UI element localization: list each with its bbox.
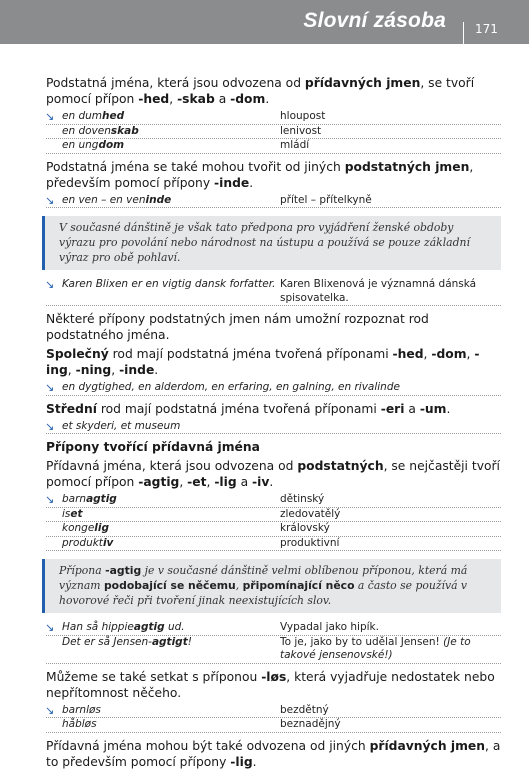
example-row bbox=[46, 522, 501, 537]
example-danish: en dumhed bbox=[62, 110, 125, 122]
example-danish: en ven – en veninde bbox=[62, 193, 172, 206]
body-paragraph: Společný rod mají podstatná jména tvořená příponami -hed, -dom, -ing, -ning, -inde. bbox=[46, 347, 480, 377]
example-row bbox=[46, 508, 501, 523]
example-row bbox=[46, 636, 501, 664]
arrow-icon: ↘ bbox=[45, 419, 55, 433]
example-row bbox=[46, 621, 501, 636]
example-list bbox=[46, 704, 501, 733]
body-paragraph: Podstatná jména, která jsou odvozena od přídavných jmen, se tvoří pomocí přípon -hed, -skab a -dom. bbox=[46, 76, 475, 106]
note-box: Přípona -agtig je v současné dánštině velmi oblíbenou příponou, která má význam podobající se něčemu, připomínající něco a často se používá v hovorové řeči při tvoření jinak neexistujících slov. bbox=[42, 559, 501, 613]
page-content bbox=[46, 75, 501, 773]
example-danish: Han så hippieagtig ud. bbox=[62, 621, 185, 633]
arrow-icon: ↘ bbox=[45, 621, 55, 634]
example-row bbox=[46, 718, 501, 733]
example-danish: barnagtig bbox=[62, 493, 117, 505]
example-danish: en ungdom bbox=[62, 139, 125, 151]
example-row bbox=[46, 381, 501, 396]
chapter-title: Slovní zásoba bbox=[303, 9, 446, 32]
example-list bbox=[46, 420, 501, 435]
example-row bbox=[46, 110, 501, 125]
example-list bbox=[46, 381, 501, 396]
body-paragraph: Můžeme se také setkat s příponou -løs, která vyjadřuje nedostatek nebo nepřítomnost něčeho. bbox=[46, 669, 495, 700]
body-paragraph: Podstatná jména se také mohou tvořit od jiných podstatných jmen, především pomocí přípony -inde. bbox=[46, 159, 474, 190]
arrow-icon: ↘ bbox=[45, 381, 55, 394]
example-danish: barnløs bbox=[62, 703, 101, 716]
arrow-icon: ↘ bbox=[45, 193, 55, 207]
example-list bbox=[46, 110, 501, 154]
example-row bbox=[46, 537, 501, 552]
example-translation: Vypadal jako hipík. bbox=[280, 621, 379, 633]
example-danish: håbløs bbox=[62, 718, 97, 730]
example-text: et skyderi, et museum bbox=[62, 419, 181, 432]
example-translation: lenivost bbox=[280, 124, 322, 137]
example-translation: mládí bbox=[280, 139, 310, 151]
example-translation: královský bbox=[280, 522, 330, 534]
body-paragraph: Přídavná jména mohou být také odvozena od jiných přídavných jmen, a to především pomocí přípony -lig. bbox=[46, 738, 501, 769]
example-row bbox=[46, 139, 501, 154]
example-translation: To je, jako by to udělal Jensen! (Je to takové jensenovské!) bbox=[280, 635, 471, 661]
example-translation: bezdětný bbox=[280, 703, 329, 716]
example-text: en dygtighed, en alderdom, en erfaring, en galning, en rivalinde bbox=[62, 381, 400, 393]
page-number: 171 bbox=[475, 22, 498, 36]
example-danish: produktiv bbox=[62, 536, 114, 549]
example-row bbox=[46, 493, 501, 508]
body-paragraph: Střední rod mají podstatná jména tvořená příponami -eri a -um. bbox=[46, 401, 451, 416]
example-danish: iset bbox=[62, 507, 83, 520]
example-row bbox=[46, 194, 501, 209]
example-danish: en dovenskab bbox=[62, 124, 139, 137]
example-row bbox=[46, 278, 501, 306]
arrow-icon: ↘ bbox=[45, 493, 55, 506]
example-translation: přítel – přítelkyně bbox=[280, 193, 372, 206]
example-translation: hloupost bbox=[280, 110, 326, 122]
example-translation: Karen Blixenová je významná dánská spisovatelka. bbox=[280, 278, 477, 304]
example-danish: kongelig bbox=[62, 522, 110, 534]
arrow-icon: ↘ bbox=[45, 703, 55, 717]
example-row bbox=[46, 420, 501, 435]
example-translation: produktivní bbox=[280, 536, 340, 549]
body-paragraph: Některé přípony podstatných jmen nám umožní rozpoznat rod podstatného jména. bbox=[46, 312, 429, 342]
arrow-icon: ↘ bbox=[45, 110, 55, 123]
example-translation: dětinský bbox=[280, 493, 325, 505]
body-paragraph: Přídavná jména, která jsou odvozena od podstatných, se nejčastěji tvoří pomocí přípon -agtig, -et, -lig a -iv. bbox=[46, 459, 500, 489]
example-list bbox=[46, 278, 501, 306]
section-heading: Přípony tvořící přídavná jména bbox=[46, 440, 260, 454]
example-list bbox=[46, 621, 501, 664]
example-list bbox=[46, 194, 501, 209]
arrow-icon: ↘ bbox=[45, 278, 55, 291]
example-translation: beznadějný bbox=[280, 718, 341, 730]
example-list bbox=[46, 493, 501, 551]
example-translation: zledovatělý bbox=[280, 507, 341, 520]
example-danish: Karen Blixen er en vigtig dansk forfatter. bbox=[62, 278, 276, 290]
example-row bbox=[46, 125, 501, 140]
example-danish: Det er så Jensen-agtigt! bbox=[62, 635, 192, 648]
page-header bbox=[0, 0, 529, 44]
note-box: V současné dánštině je však tato předpona pro vyjádření ženské obdoby výrazu pro povolání nebo národnost na ústupu a používá se pouze základní výraz pro obě pohlaví. bbox=[42, 216, 501, 270]
header-divider bbox=[463, 22, 464, 44]
example-row bbox=[46, 704, 501, 719]
